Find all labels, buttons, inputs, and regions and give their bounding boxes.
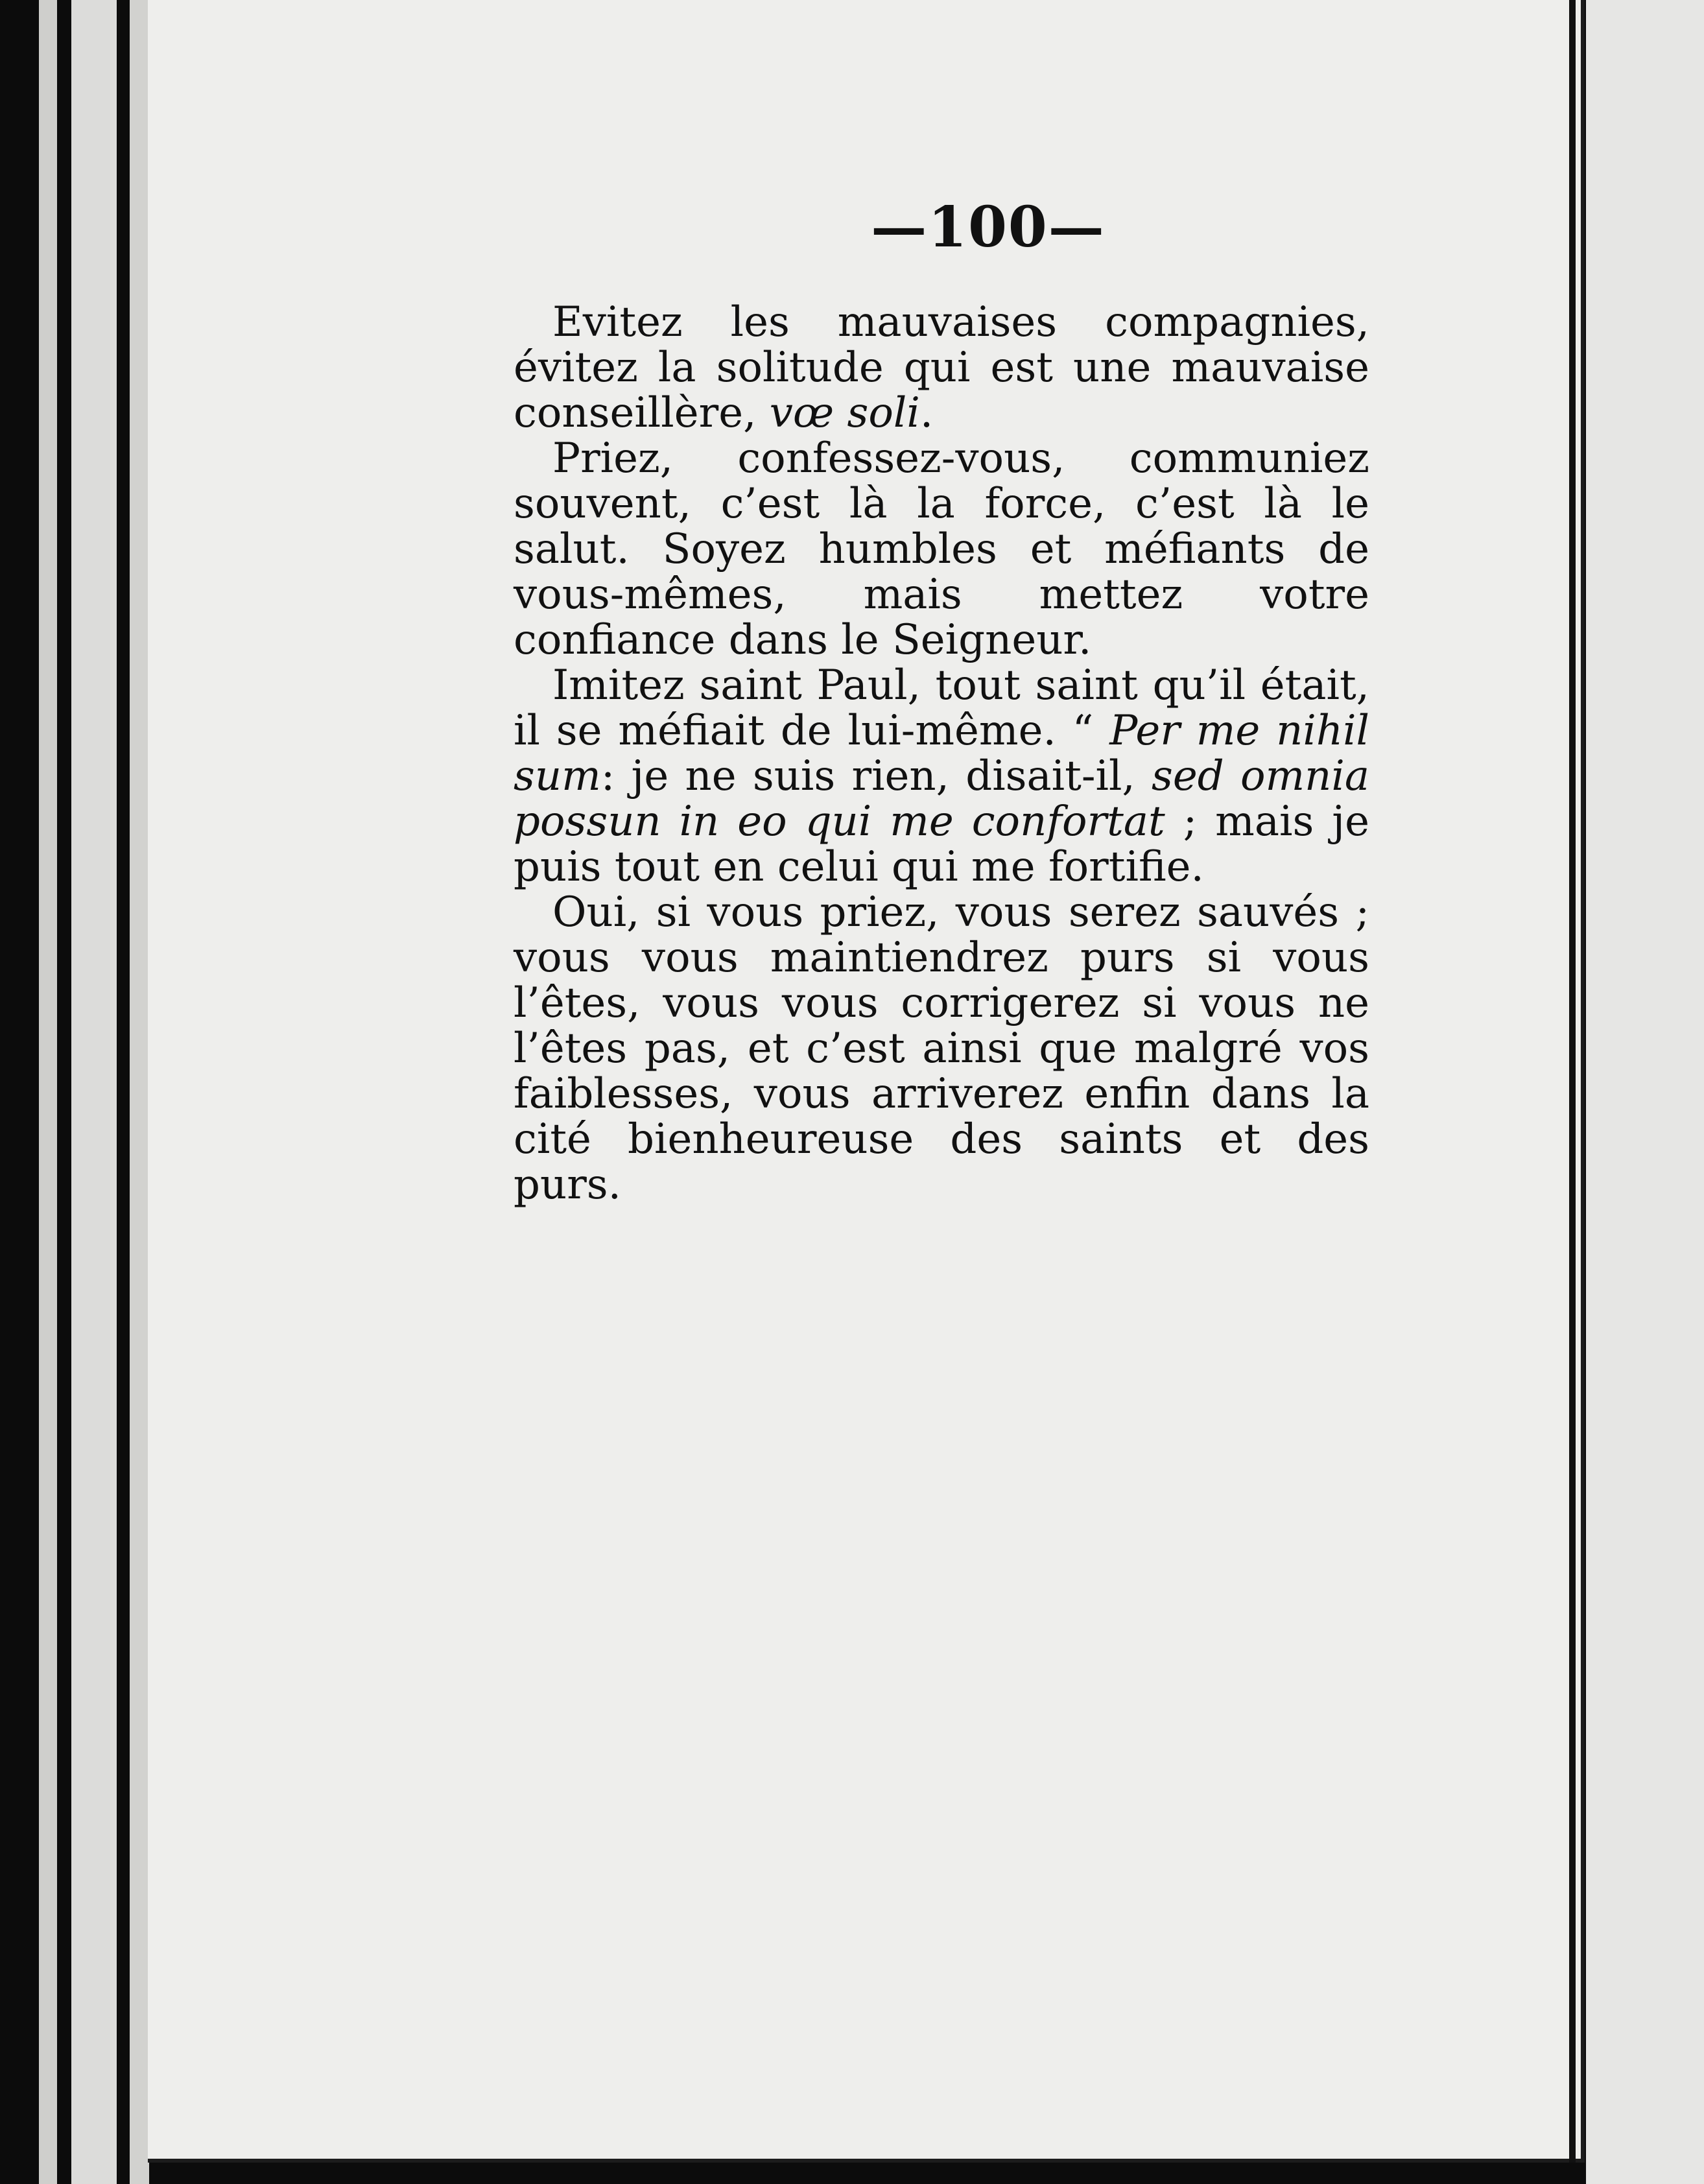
latin-phrase: vœ soli <box>769 389 920 437</box>
page-edge <box>130 0 149 2184</box>
text-run: : je ne suis rien, disait-il, <box>600 752 1152 800</box>
latin-phrase: sed omnia possun in eo qui me confortat <box>514 752 1370 846</box>
latin-phrase: Per me nihil sum <box>514 707 1369 800</box>
paragraph <box>514 300 1369 436</box>
paragraph <box>514 436 1369 663</box>
next-page-edge <box>1586 0 1704 2184</box>
text-run: Imitez saint Paul, tout saint qu’il était, il se méfiait de lui-même. “ <box>514 661 1369 755</box>
page-gutter <box>1569 0 1576 2163</box>
text-run: . <box>919 389 934 437</box>
text-run: ; mais je puis tout en celui qui me fortifie. <box>514 798 1369 891</box>
page-number: —100— <box>871 195 1106 260</box>
text-run: Oui, si vous priez, vous serez sauvés ; vous vous maintiendrez purs si vous l’êtes, vous vous corrigerez si vous ne l’êtes pas, et c’est ainsi que malgré vos faiblesses, vous arriverez enfin dans la cité bienheureuse des saints et des purs. <box>514 888 1369 1209</box>
text-run: Priez, confessez-vous, communiez souvent, c’est là la force, c’est là le salut. Soyez humbles et méfiants de vous-mêmes, mais mettez votre confiance dans le Seigneur. <box>514 434 1369 664</box>
text-run: Evitez les mauvaises compagnies, évitez la solitude qui est une mauvaise conseillère, <box>514 298 1369 437</box>
page-edge <box>39 0 57 2184</box>
paragraph <box>514 663 1369 890</box>
paragraph <box>514 890 1369 1207</box>
page-edge <box>71 0 117 2184</box>
page-body <box>514 300 1369 1207</box>
